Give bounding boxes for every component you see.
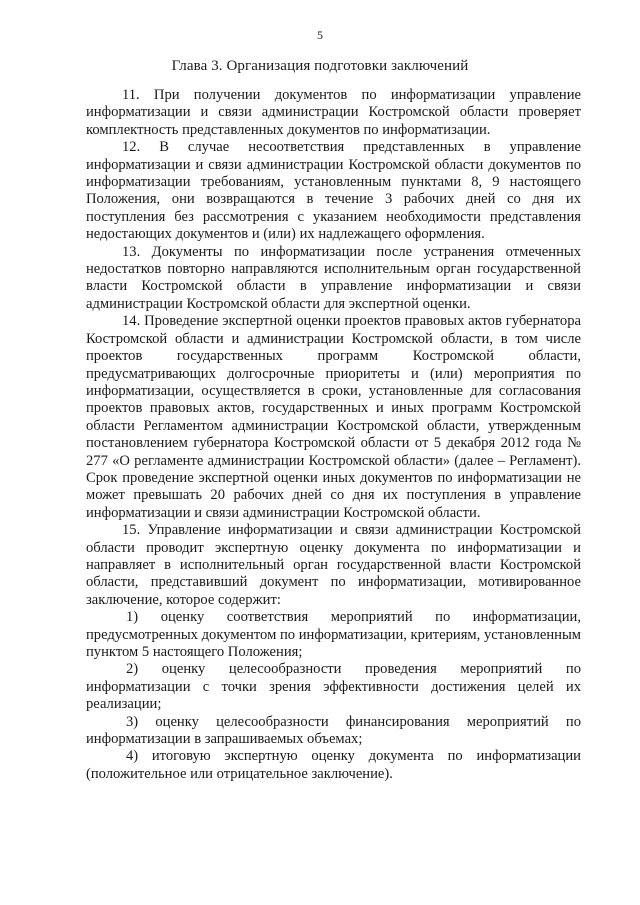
subitem-1: 1) оценку соответствия мероприятий по информатизации, предусмотренных документом по информатизации, критериям, установленным пунктом 5 настоящего Положения; xyxy=(86,609,581,660)
paragraph-11: 11. При получении документов по информатизации управление информатизации и связи администрации Костромской области проверяет комплектность представленных документов по информатизации. xyxy=(86,87,581,138)
subitem-4: 4) итоговую экспертную оценку документа по информатизации (положительное или отрицательное заключение). xyxy=(86,748,581,782)
paragraph-13: 13. Документы по информатизации после устранения отмеченных недостатков повторно направляются исполнительным орган государственной власти Костромской области в управление информатизации и связи администрации Костромской области для экспертной оценки. xyxy=(86,243,581,312)
subitem-3: 3) оценку целесообразности финансирования мероприятий по информатизации в запрашиваемых объемах; xyxy=(86,713,581,748)
paragraph-12: 12. В случае несоответствия представленных в управление информатизации и связи администрации Костромской области документов по информатизации требованиям, установленным пунктами 8, 9 настоящего Положения, они возвращаются в течение 3 рабочих дней со дня их поступления без рассмотрения с указанием необходимости представления недостающих документов и (или) их надлежащего оформления. xyxy=(86,139,581,243)
paragraph-14: 14. Проведение экспертной оценки проектов правовых актов губернатора Костромской области и администрации Костромской области, в том числе проектов государственных программ Костромской области, предусматривающих долгосрочные приоритеты и (или) мероприятия по информатизации, осуществляется в сроки, установленные для согласования проектов правовых актов, государственных и иных программ Костромской области Регламентом администрации Костромской области, утвержденным постановлением губернатора Костромской области от 5 декабря 2012 года № 277 «О регламенте администрации Костромской области» (далее – Регламент). Срок проведение экспертной оценки иных документов по информатизации не может превышать 20 рабочих дней со дня их поступления в управление информатизации и связи администрации Костромской области. xyxy=(86,313,581,521)
subitem-2: 2) оценку целесообразности проведения мероприятий по информатизации с точки зрения эффективности достижения целей их реализации; xyxy=(86,661,581,713)
chapter-title: Глава 3. Организация подготовки заключений xyxy=(171,58,469,74)
page-number: 5 xyxy=(317,28,323,42)
paragraph-15: 15. Управление информатизации и связи администрации Костромской области проводит экспертную оценку документа по информатизации и направляет в исполнительный орган государственной власти Костромской области, представивший документ по информатизации, мотивированное заключение, которое содержит: xyxy=(86,522,581,608)
document-body xyxy=(86,87,581,783)
